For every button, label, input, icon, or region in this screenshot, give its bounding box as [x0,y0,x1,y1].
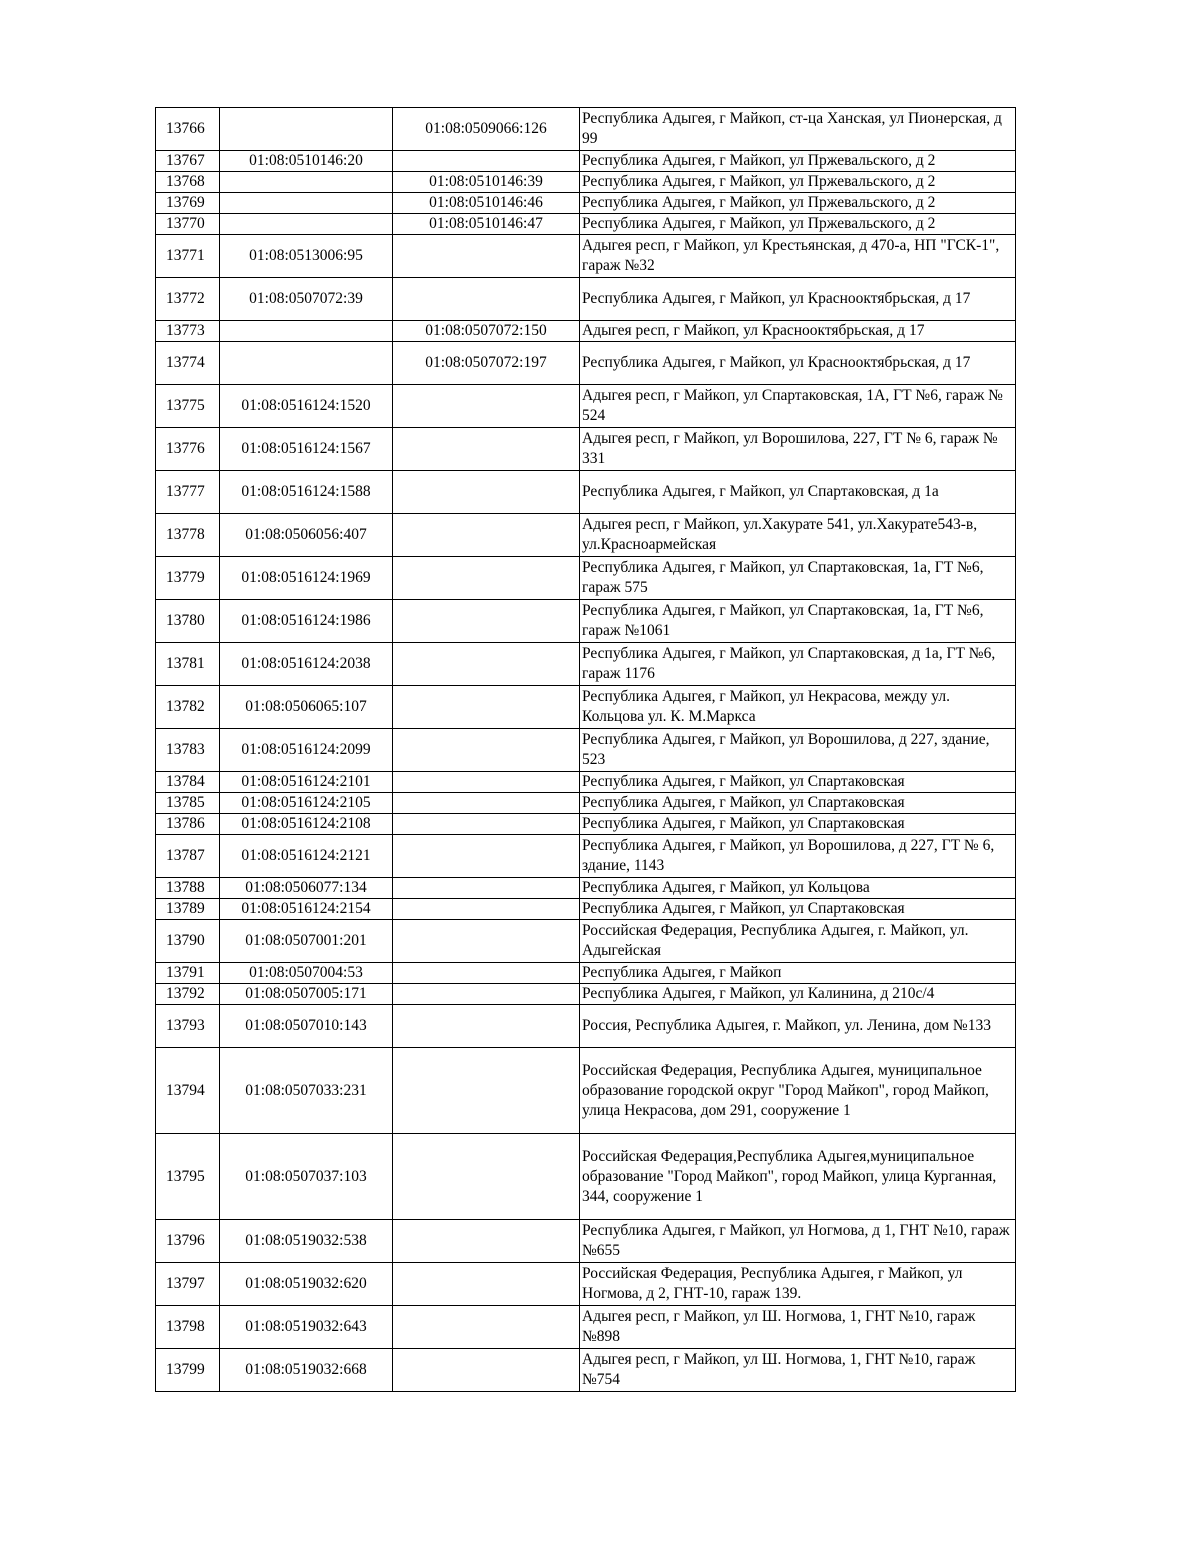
row-number-cell: 13790 [156,920,220,963]
table-row [156,835,1016,878]
row-number-cell: 13796 [156,1220,220,1263]
address-cell: Республика Адыгея, г Майкоп, ул Спартаковская, 1а, ГТ №6, гараж 575 [580,557,1016,600]
table-row [156,235,1016,278]
cadastral-number-building-cell [393,729,580,772]
cadastral-number-building-cell [393,1349,580,1392]
cadastral-number-cell [220,214,393,235]
cadastral-number-cell: 01:08:0516124:2154 [220,899,393,920]
cadastral-number-cell: 01:08:0516124:1588 [220,471,393,514]
address-cell: Республика Адыгея, г Майкоп, ул Спартаковская [580,899,1016,920]
address-cell: Республика Адыгея, г Майкоп, ул Спартаковская [580,772,1016,793]
cadastral-number-cell: 01:08:0513006:95 [220,235,393,278]
table-row [156,557,1016,600]
cadastral-number-cell: 01:08:0516124:2038 [220,643,393,686]
cadastral-number-building-cell: 01:08:0507072:197 [393,342,580,385]
cadastral-number-building-cell [393,1048,580,1134]
cadastral-number-cell: 01:08:0516124:1520 [220,385,393,428]
table-row [156,514,1016,557]
cadastral-number-cell: 01:08:0507001:201 [220,920,393,963]
cadastral-number-cell [220,108,393,151]
cadastral-number-building-cell [393,428,580,471]
cadastral-number-cell: 01:08:0516124:2108 [220,814,393,835]
address-cell: Республика Адыгея, г Майкоп, ул Спартаковская, д 1а, ГТ №6, гараж 1176 [580,643,1016,686]
row-number-cell: 13781 [156,643,220,686]
cadastral-number-cell: 01:08:0507037:103 [220,1134,393,1220]
cadastral-number-cell: 01:08:0519032:538 [220,1220,393,1263]
cadastral-number-building-cell [393,151,580,172]
cadastral-number-building-cell: 01:08:0509066:126 [393,108,580,151]
cadastral-number-building-cell [393,878,580,899]
cadastral-number-cell: 01:08:0507033:231 [220,1048,393,1134]
cadastral-number-building-cell [393,557,580,600]
address-cell: Республика Адыгея, г Майкоп, ул Краснооктябрьская, д 17 [580,342,1016,385]
cadastral-number-cell: 01:08:0516124:2101 [220,772,393,793]
cadastral-number-cell: 01:08:0519032:668 [220,1349,393,1392]
cadastral-number-building-cell: 01:08:0507072:150 [393,321,580,342]
address-cell: Республика Адыгея, г Майкоп, ул Кольцова [580,878,1016,899]
row-number-cell: 13791 [156,963,220,984]
row-number-cell: 13794 [156,1048,220,1134]
cadastral-number-building-cell [393,643,580,686]
table-row [156,385,1016,428]
table-row [156,342,1016,385]
table-row [156,984,1016,1005]
row-number-cell: 13769 [156,193,220,214]
cadastral-number-building-cell [393,1306,580,1349]
row-number-cell: 13771 [156,235,220,278]
cadastral-number-cell: 01:08:0507072:39 [220,278,393,321]
address-cell: Республика Адыгея, г Майкоп, ул Краснооктябрьская, д 17 [580,278,1016,321]
cadastral-number-building-cell [393,1220,580,1263]
cadastral-number-building-cell [393,471,580,514]
cadastral-number-cell: 01:08:0516124:1969 [220,557,393,600]
cadastral-number-building-cell [393,920,580,963]
address-cell: Адыгея респ, г Майкоп, ул.Хакурате 541, ул.Хакурате543-в, ул.Красноармейская [580,514,1016,557]
address-cell: Адыгея респ, г Майкоп, ул Ш. Ногмова, 1, ГНТ №10, гараж №898 [580,1306,1016,1349]
row-number-cell: 13792 [156,984,220,1005]
cadastral-number-building-cell [393,385,580,428]
address-cell: Российская Федерация, Республика Адыгея, г. Майкоп, ул. Адыгейская [580,920,1016,963]
cadastral-number-building-cell [393,1005,580,1048]
cadastral-number-building-cell [393,814,580,835]
address-cell: Республика Адыгея, г Майкоп, ул Калинина, д 210с/4 [580,984,1016,1005]
table-row [156,729,1016,772]
table-row [156,1349,1016,1392]
table-row [156,1220,1016,1263]
cadastral-number-building-cell [393,899,580,920]
address-cell: Адыгея респ, г Майкоп, ул Крестьянская, д 470-а, НП "ГСК-1", гараж №32 [580,235,1016,278]
records-table [155,107,1016,1392]
table-row [156,278,1016,321]
cadastral-number-building-cell: 01:08:0510146:46 [393,193,580,214]
table-row [156,643,1016,686]
row-number-cell: 13797 [156,1263,220,1306]
table-row [156,1134,1016,1220]
table-row [156,428,1016,471]
cadastral-number-cell: 01:08:0506077:134 [220,878,393,899]
address-cell: Адыгея респ, г Майкоп, ул Ш. Ногмова, 1, ГНТ №10, гараж №754 [580,1349,1016,1392]
address-cell: Адыгея респ, г Майкоп, ул Ворошилова, 227, ГТ № 6, гараж № 331 [580,428,1016,471]
table-body [156,108,1016,1392]
address-cell: Российская Федерация,Республика Адыгея,муниципальное образование "Город Майкоп", город Майкоп, улица Курганная, 344, сооружение 1 [580,1134,1016,1220]
cadastral-number-cell: 01:08:0516124:2105 [220,793,393,814]
cadastral-number-cell: 01:08:0507005:171 [220,984,393,1005]
cadastral-number-building-cell [393,963,580,984]
cadastral-number-building-cell [393,984,580,1005]
row-number-cell: 13776 [156,428,220,471]
row-number-cell: 13784 [156,772,220,793]
row-number-cell: 13772 [156,278,220,321]
address-cell: Республика Адыгея, г Майкоп, ул Пржевальского, д 2 [580,172,1016,193]
address-cell: Республика Адыгея, г Майкоп, ул Спартаковская [580,793,1016,814]
row-number-cell: 13783 [156,729,220,772]
cadastral-number-cell: 01:08:0506065:107 [220,686,393,729]
cadastral-number-building-cell [393,235,580,278]
address-cell: Республика Адыгея, г Майкоп, ул Спартаковская [580,814,1016,835]
row-number-cell: 13788 [156,878,220,899]
row-number-cell: 13768 [156,172,220,193]
table-row [156,793,1016,814]
address-cell: Республика Адыгея, г Майкоп [580,963,1016,984]
table-row [156,899,1016,920]
cadastral-number-building-cell [393,793,580,814]
table-row [156,151,1016,172]
table-row [156,1048,1016,1134]
cadastral-number-cell [220,193,393,214]
address-cell: Адыгея респ, г Майкоп, ул Краснооктябрьская, д 17 [580,321,1016,342]
address-cell: Российская Федерация, Республика Адыгея, муниципальное образование городской округ "Город Майкоп", город Майкоп, улица Некрасова, дом 291, сооружение 1 [580,1048,1016,1134]
row-number-cell: 13767 [156,151,220,172]
cadastral-number-cell: 01:08:0516124:2121 [220,835,393,878]
table-row [156,772,1016,793]
table-row [156,686,1016,729]
table-row [156,471,1016,514]
cadastral-number-building-cell [393,772,580,793]
address-cell: Республика Адыгея, г Майкоп, ул Спартаковская, д 1а [580,471,1016,514]
table-row [156,1263,1016,1306]
cadastral-number-cell [220,172,393,193]
cadastral-number-cell: 01:08:0507010:143 [220,1005,393,1048]
table-row [156,920,1016,963]
cadastral-number-cell: 01:08:0519032:643 [220,1306,393,1349]
row-number-cell: 13798 [156,1306,220,1349]
cadastral-number-cell: 01:08:0510146:20 [220,151,393,172]
cadastral-number-building-cell [393,600,580,643]
row-number-cell: 13778 [156,514,220,557]
row-number-cell: 13766 [156,108,220,151]
cadastral-number-building-cell: 01:08:0510146:47 [393,214,580,235]
table-row [156,193,1016,214]
row-number-cell: 13786 [156,814,220,835]
row-number-cell: 13770 [156,214,220,235]
table-row [156,814,1016,835]
cadastral-number-cell: 01:08:0507004:53 [220,963,393,984]
row-number-cell: 13773 [156,321,220,342]
row-number-cell: 13795 [156,1134,220,1220]
address-cell: Российская Федерация, Республика Адыгея, г Майкоп, ул Ногмова, д 2, ГНТ-10, гараж 139. [580,1263,1016,1306]
address-cell: Республика Адыгея, г Майкоп, ул Ворошилова, д 227, здание, 523 [580,729,1016,772]
address-cell: Республика Адыгея, г Майкоп, ул Ногмова, д 1, ГНТ №10, гараж №655 [580,1220,1016,1263]
table-row [156,600,1016,643]
row-number-cell: 13774 [156,342,220,385]
row-number-cell: 13775 [156,385,220,428]
cadastral-number-cell: 01:08:0516124:1567 [220,428,393,471]
table-row [156,172,1016,193]
table-row [156,1005,1016,1048]
row-number-cell: 13787 [156,835,220,878]
table-row [156,1306,1016,1349]
row-number-cell: 13782 [156,686,220,729]
cadastral-number-cell: 01:08:0519032:620 [220,1263,393,1306]
table-row [156,878,1016,899]
address-cell: Республика Адыгея, г Майкоп, ул Спартаковская, 1а, ГТ №6, гараж №1061 [580,600,1016,643]
cadastral-number-cell: 01:08:0516124:2099 [220,729,393,772]
table-row [156,108,1016,151]
table-row [156,321,1016,342]
address-cell: Республика Адыгея, г Майкоп, ст-ца Ханская, ул Пионерская, д 99 [580,108,1016,151]
address-cell: Республика Адыгея, г Майкоп, ул Ворошилова, д 227, ГТ № 6, здание, 1143 [580,835,1016,878]
cadastral-number-building-cell [393,278,580,321]
address-cell: Россия, Республика Адыгея, г. Майкоп, ул. Ленина, дом №133 [580,1005,1016,1048]
row-number-cell: 13777 [156,471,220,514]
address-cell: Республика Адыгея, г Майкоп, ул Пржевальского, д 2 [580,151,1016,172]
cadastral-number-cell [220,321,393,342]
address-cell: Республика Адыгея, г Майкоп, ул Пржевальского, д 2 [580,193,1016,214]
cadastral-number-building-cell [393,835,580,878]
table-row [156,963,1016,984]
cadastral-number-cell: 01:08:0516124:1986 [220,600,393,643]
row-number-cell: 13789 [156,899,220,920]
address-cell: Республика Адыгея, г Майкоп, ул Некрасова, между ул. Кольцова ул. К. М.Маркса [580,686,1016,729]
row-number-cell: 13799 [156,1349,220,1392]
cadastral-number-building-cell [393,514,580,557]
cadastral-number-building-cell [393,686,580,729]
cadastral-number-building-cell [393,1134,580,1220]
table-row [156,214,1016,235]
cadastral-number-cell: 01:08:0506056:407 [220,514,393,557]
row-number-cell: 13780 [156,600,220,643]
cadastral-number-building-cell: 01:08:0510146:39 [393,172,580,193]
row-number-cell: 13785 [156,793,220,814]
row-number-cell: 13793 [156,1005,220,1048]
cadastral-number-cell [220,342,393,385]
cadastral-number-building-cell [393,1263,580,1306]
row-number-cell: 13779 [156,557,220,600]
address-cell: Республика Адыгея, г Майкоп, ул Пржевальского, д 2 [580,214,1016,235]
address-cell: Адыгея респ, г Майкоп, ул Спартаковская, 1А, ГТ №6, гараж № 524 [580,385,1016,428]
